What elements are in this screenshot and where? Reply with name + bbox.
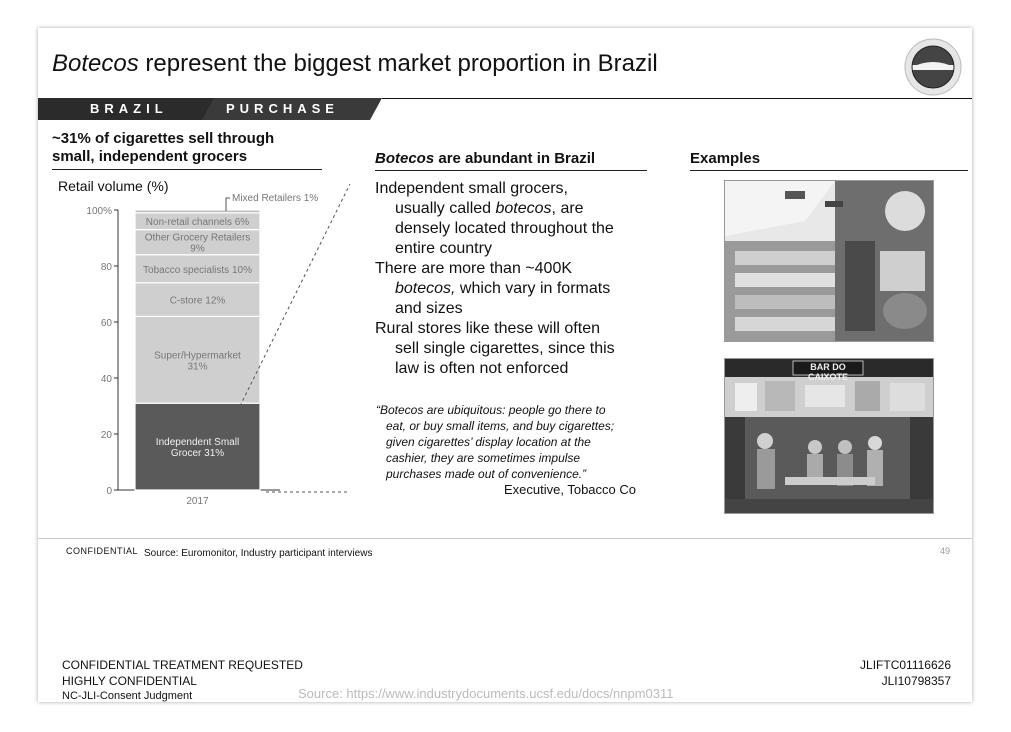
chart-ylabel: Retail volume (%) bbox=[58, 178, 169, 194]
slide bbox=[38, 28, 972, 702]
callout-label: Mixed Retailers 1% bbox=[232, 193, 319, 204]
bottom-right-line2: JLI10798357 bbox=[881, 674, 951, 688]
example-photo-bar-storefront bbox=[724, 358, 934, 514]
segment-label: Super/Hypermarket bbox=[154, 350, 241, 362]
bullet-item: Rural stores like these will often sell single cigarettes, since this law is often not enforced bbox=[375, 320, 615, 377]
segment-label: Non-retail channels 6% bbox=[145, 217, 250, 229]
y-tick-label: 100% bbox=[86, 206, 112, 217]
connector-lines bbox=[238, 178, 378, 498]
bullet-item: Independent small grocers, usually called botecos, are densely located throughout the entire country bbox=[375, 180, 614, 257]
segment-label: Tobacco specialists 10% bbox=[143, 264, 252, 276]
bottom-left-line2: HIGHLY CONFIDENTIAL bbox=[62, 674, 197, 688]
col3-heading: Examples bbox=[690, 150, 968, 171]
segment-label: Other Grocery Retailers bbox=[144, 232, 251, 244]
bottom-right-line1: JLIFTC01116626 bbox=[860, 658, 951, 672]
bottom-left-line1: CONFIDENTIAL TREATMENT REQUESTED bbox=[62, 658, 303, 672]
header-label-purchase: PURCHASE bbox=[226, 101, 339, 116]
y-tick-label: 80 bbox=[100, 262, 112, 273]
bar-sign-text: BAR DO CAIXOTE bbox=[807, 362, 848, 382]
page-number: 49 bbox=[939, 546, 950, 556]
callout-line bbox=[226, 198, 230, 211]
segment-label: Grocer 31% bbox=[170, 448, 225, 460]
col1-heading: ~31% of cigarettes sell through small, independent grocers bbox=[52, 130, 322, 170]
source-note: Source: Euromonitor, Industry participant interviews bbox=[144, 548, 373, 559]
y-tick-label: 0 bbox=[106, 486, 112, 497]
header-rule bbox=[382, 98, 972, 99]
bottom-left-line3: NC-JLI-Consent Judgment bbox=[62, 690, 193, 702]
confidential-label: CONFIDENTIAL bbox=[66, 546, 139, 556]
example-photo-grocery-shelf bbox=[724, 180, 934, 342]
executive-quote: “Botecos are ubiquitous: people go there to eat, or buy small items, and buy cigarettes; given cigarettes’ display location at the cashier, they are sometimes impulse purchases made out of convenience.” bbox=[376, 403, 615, 481]
y-tick-label: 20 bbox=[100, 430, 112, 441]
bullet-item: There are more than ~400K botecos, which vary in formats and sizes bbox=[375, 260, 611, 317]
segment-label: 9% bbox=[190, 243, 205, 255]
section-header-bar bbox=[38, 98, 972, 120]
bullet-list bbox=[375, 179, 665, 379]
company-logo-icon bbox=[904, 38, 962, 96]
quote-attribution: Executive, Tobacco Co bbox=[504, 482, 636, 497]
segment-label: C-store 12% bbox=[169, 295, 226, 307]
y-tick-label: 60 bbox=[100, 318, 112, 329]
segment-label: 31% bbox=[187, 361, 208, 373]
header-label-brazil: BRAZIL bbox=[90, 101, 168, 116]
col2-heading: Botecos are abundant in Brazil bbox=[375, 150, 647, 171]
segment-label: Independent Small bbox=[155, 437, 240, 449]
page-title: Botecos represent the biggest market proportion in Brazil bbox=[52, 50, 658, 77]
source-watermark: Source: https://www.industrydocuments.ucsf.edu/docs/nnpm0311 bbox=[298, 686, 674, 701]
x-category-label: 2017 bbox=[186, 496, 209, 507]
y-tick-label: 40 bbox=[100, 374, 112, 385]
footer-divider bbox=[38, 538, 972, 539]
